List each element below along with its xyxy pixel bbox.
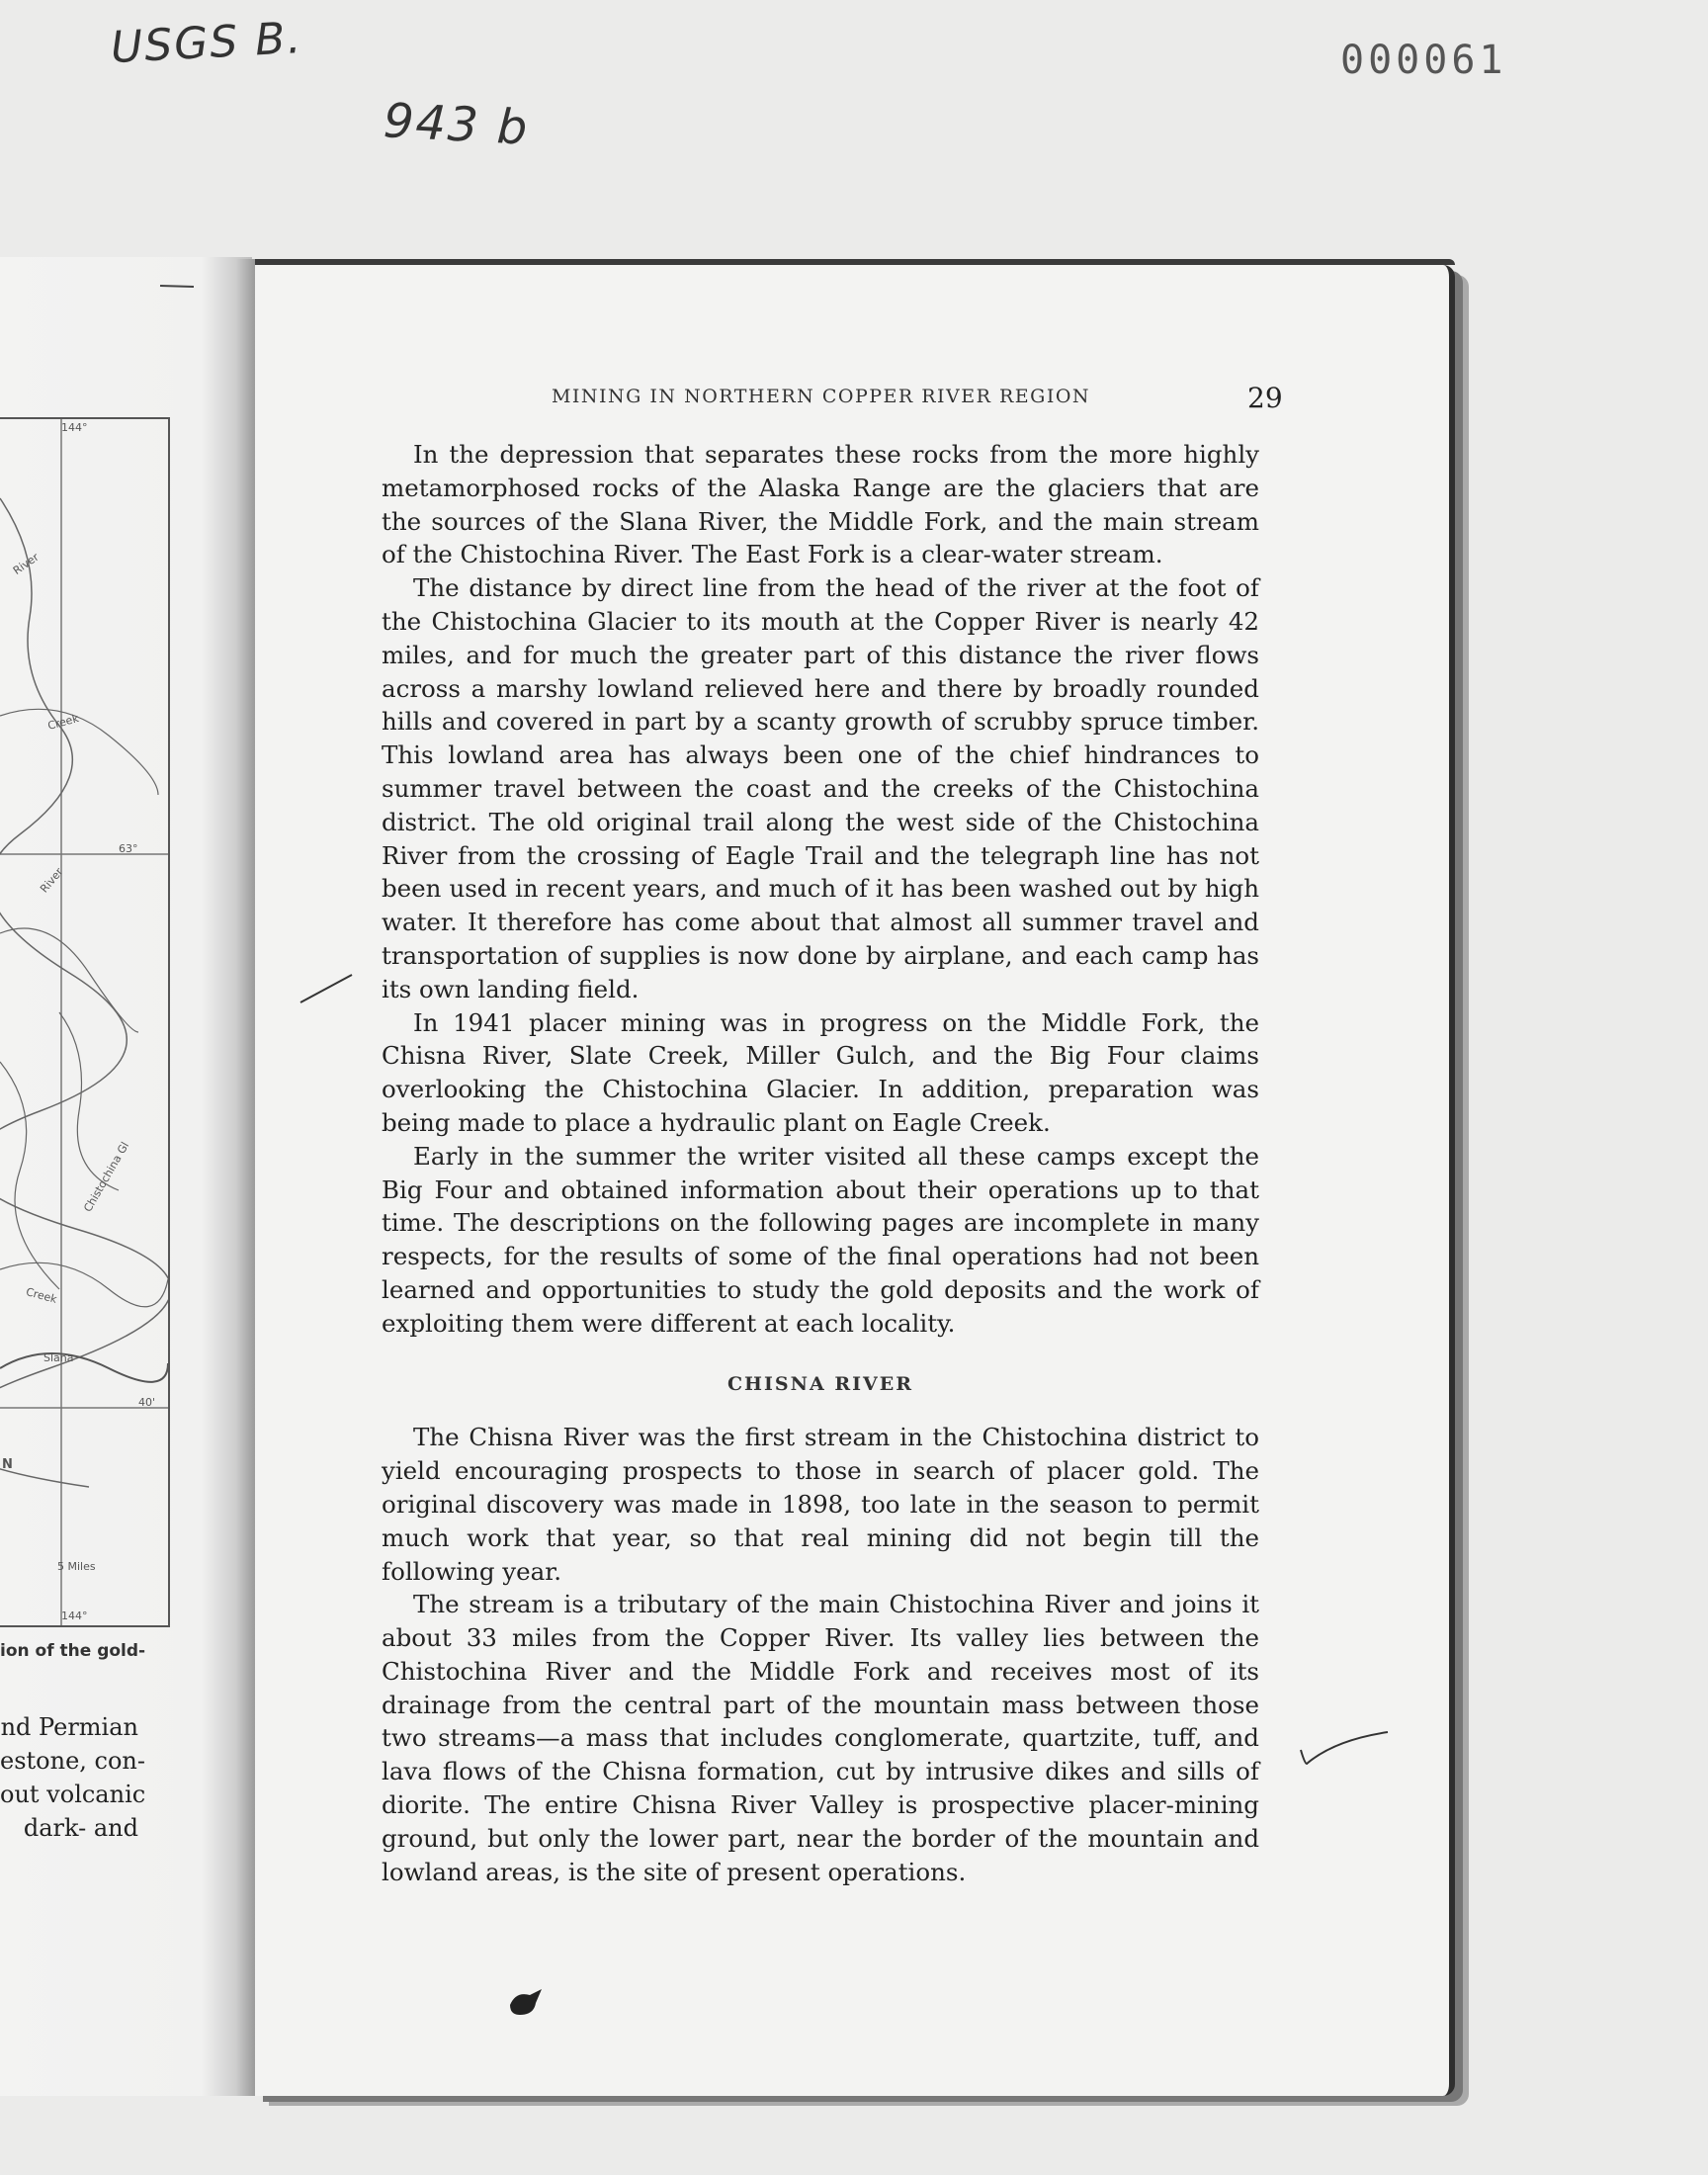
body-text xyxy=(382,438,1259,1888)
map-label-longitude-bottom: 144° xyxy=(61,1610,88,1622)
paragraph: The distance by direct line from the head of the river at the foot of the Chistochina Glacier to its mouth at the Copper River is nearly 42 miles, and for much the greater part of this distance the river flows across a marshy lowland relieved here and there by broadly rounded hills and covered in part by a scanty growth of scrubby spruce timber. This lowland area has always been one of the chief hindrances to summer travel between the coast and the creeks of the Chistochina district. The old original trail along the west side of the Chistochina River from the crossing of Eagle Trail and the telegraph line has not been used in recent years, and much of it has been washed out by high water. It therefore has come about that almost all summer travel and transportation of supplies is now done by airplane, and each camp has its own landing field. xyxy=(382,573,1259,1003)
ink-blot xyxy=(506,1985,546,2019)
left-text-line: out volcanic xyxy=(0,1781,146,1808)
map-label-creek: Creek xyxy=(45,712,81,733)
pencil-mark xyxy=(297,969,356,1008)
map-drawing xyxy=(0,419,168,1625)
scan-id-stamp: 000061 xyxy=(1340,38,1507,83)
paragraph: The Chisna River was the first stream in the Chistochina district to yield encouraging prospects to those in search of placer gold. The original discovery was made in 1898, too late in the season to permit much work that year, so that real mining did not begin till the following year. xyxy=(382,1423,1259,1586)
handwritten-bulletin-number: 943 b xyxy=(382,93,531,156)
map-label-longitude-top: 144° xyxy=(61,421,88,434)
left-text-line: dark- and xyxy=(23,1814,138,1842)
book-spine-shadow xyxy=(235,259,255,2096)
left-facing-page xyxy=(0,257,252,2096)
paragraph: In the depression that separates these rocks from the more highly metamorphosed rocks of the Alaska Range are the glaciers that are the sources of the Slana River, the Middle Fork, and the main stream of the Chistochina River. The East Fork is a clear-water stream. xyxy=(382,440,1259,569)
map-label-latitude: 63° xyxy=(119,842,138,855)
map-label-river: River xyxy=(10,551,42,577)
map-label-north: N xyxy=(2,1457,13,1472)
document-page xyxy=(255,265,1455,2096)
running-head: MINING IN NORTHERN COPPER RIVER REGION xyxy=(551,386,1091,407)
map-scale-label: 5 Miles xyxy=(57,1560,96,1573)
section-heading: CHISNA RIVER xyxy=(726,1372,914,1395)
map-label-river-2: River xyxy=(38,865,66,896)
map-label-glacier: Chistochina Gl xyxy=(81,1139,132,1215)
scan-speck xyxy=(158,281,198,291)
paragraph: Early in the summer the writer visited all these camps except the Big Four and obtained information about their operations up to that time. The descriptions on the following pages are incomplete in many respects, for the results of some of the final operations had not been learned and opportunities to study the gold deposits and the work of exploiting them were different at each locality. xyxy=(382,1141,1259,1338)
map-label-minutes: 40' xyxy=(138,1396,156,1409)
left-page-text xyxy=(0,1710,146,1845)
handwritten-series-note: USGS B. xyxy=(109,12,304,74)
left-text-line: nd Permian xyxy=(0,1713,138,1741)
map-fragment xyxy=(0,417,170,1627)
map-label-creek-2: Creek xyxy=(24,1285,59,1306)
map-label-slana: Slana xyxy=(43,1351,74,1364)
map-caption-fragment: ion of the gold- xyxy=(0,1641,146,1661)
check-mark xyxy=(1295,1720,1394,1780)
paragraph: The stream is a tributary of the main Chistochina River and joins it about 33 miles from the Copper River. Its valley lies between the Chistochina River and the Middle Fork and receives most of its drainage from the central part of the mountain mass between those two streams—a mass that includes conglomerate, quartzite, tuff, and lava flows of the Chisna formation, cut by intrusive dikes and sills of diorite. The entire Chisna River Valley is prospective placer-mining ground, but only the lower part, near the border of the mountain and lowland areas, is the site of present operations. xyxy=(382,1590,1259,1886)
paragraph: In 1941 placer mining was in progress on the Middle Fork, the Chisna River, Slate Creek, Miller Gulch, and the Big Four claims overlooking the Chistochina Glacier. In addition, preparation was being made to place a hydraulic plant on Eagle Creek. xyxy=(382,1007,1259,1137)
left-text-line: estone, con- xyxy=(0,1747,145,1775)
page-number: 29 xyxy=(1247,382,1283,414)
